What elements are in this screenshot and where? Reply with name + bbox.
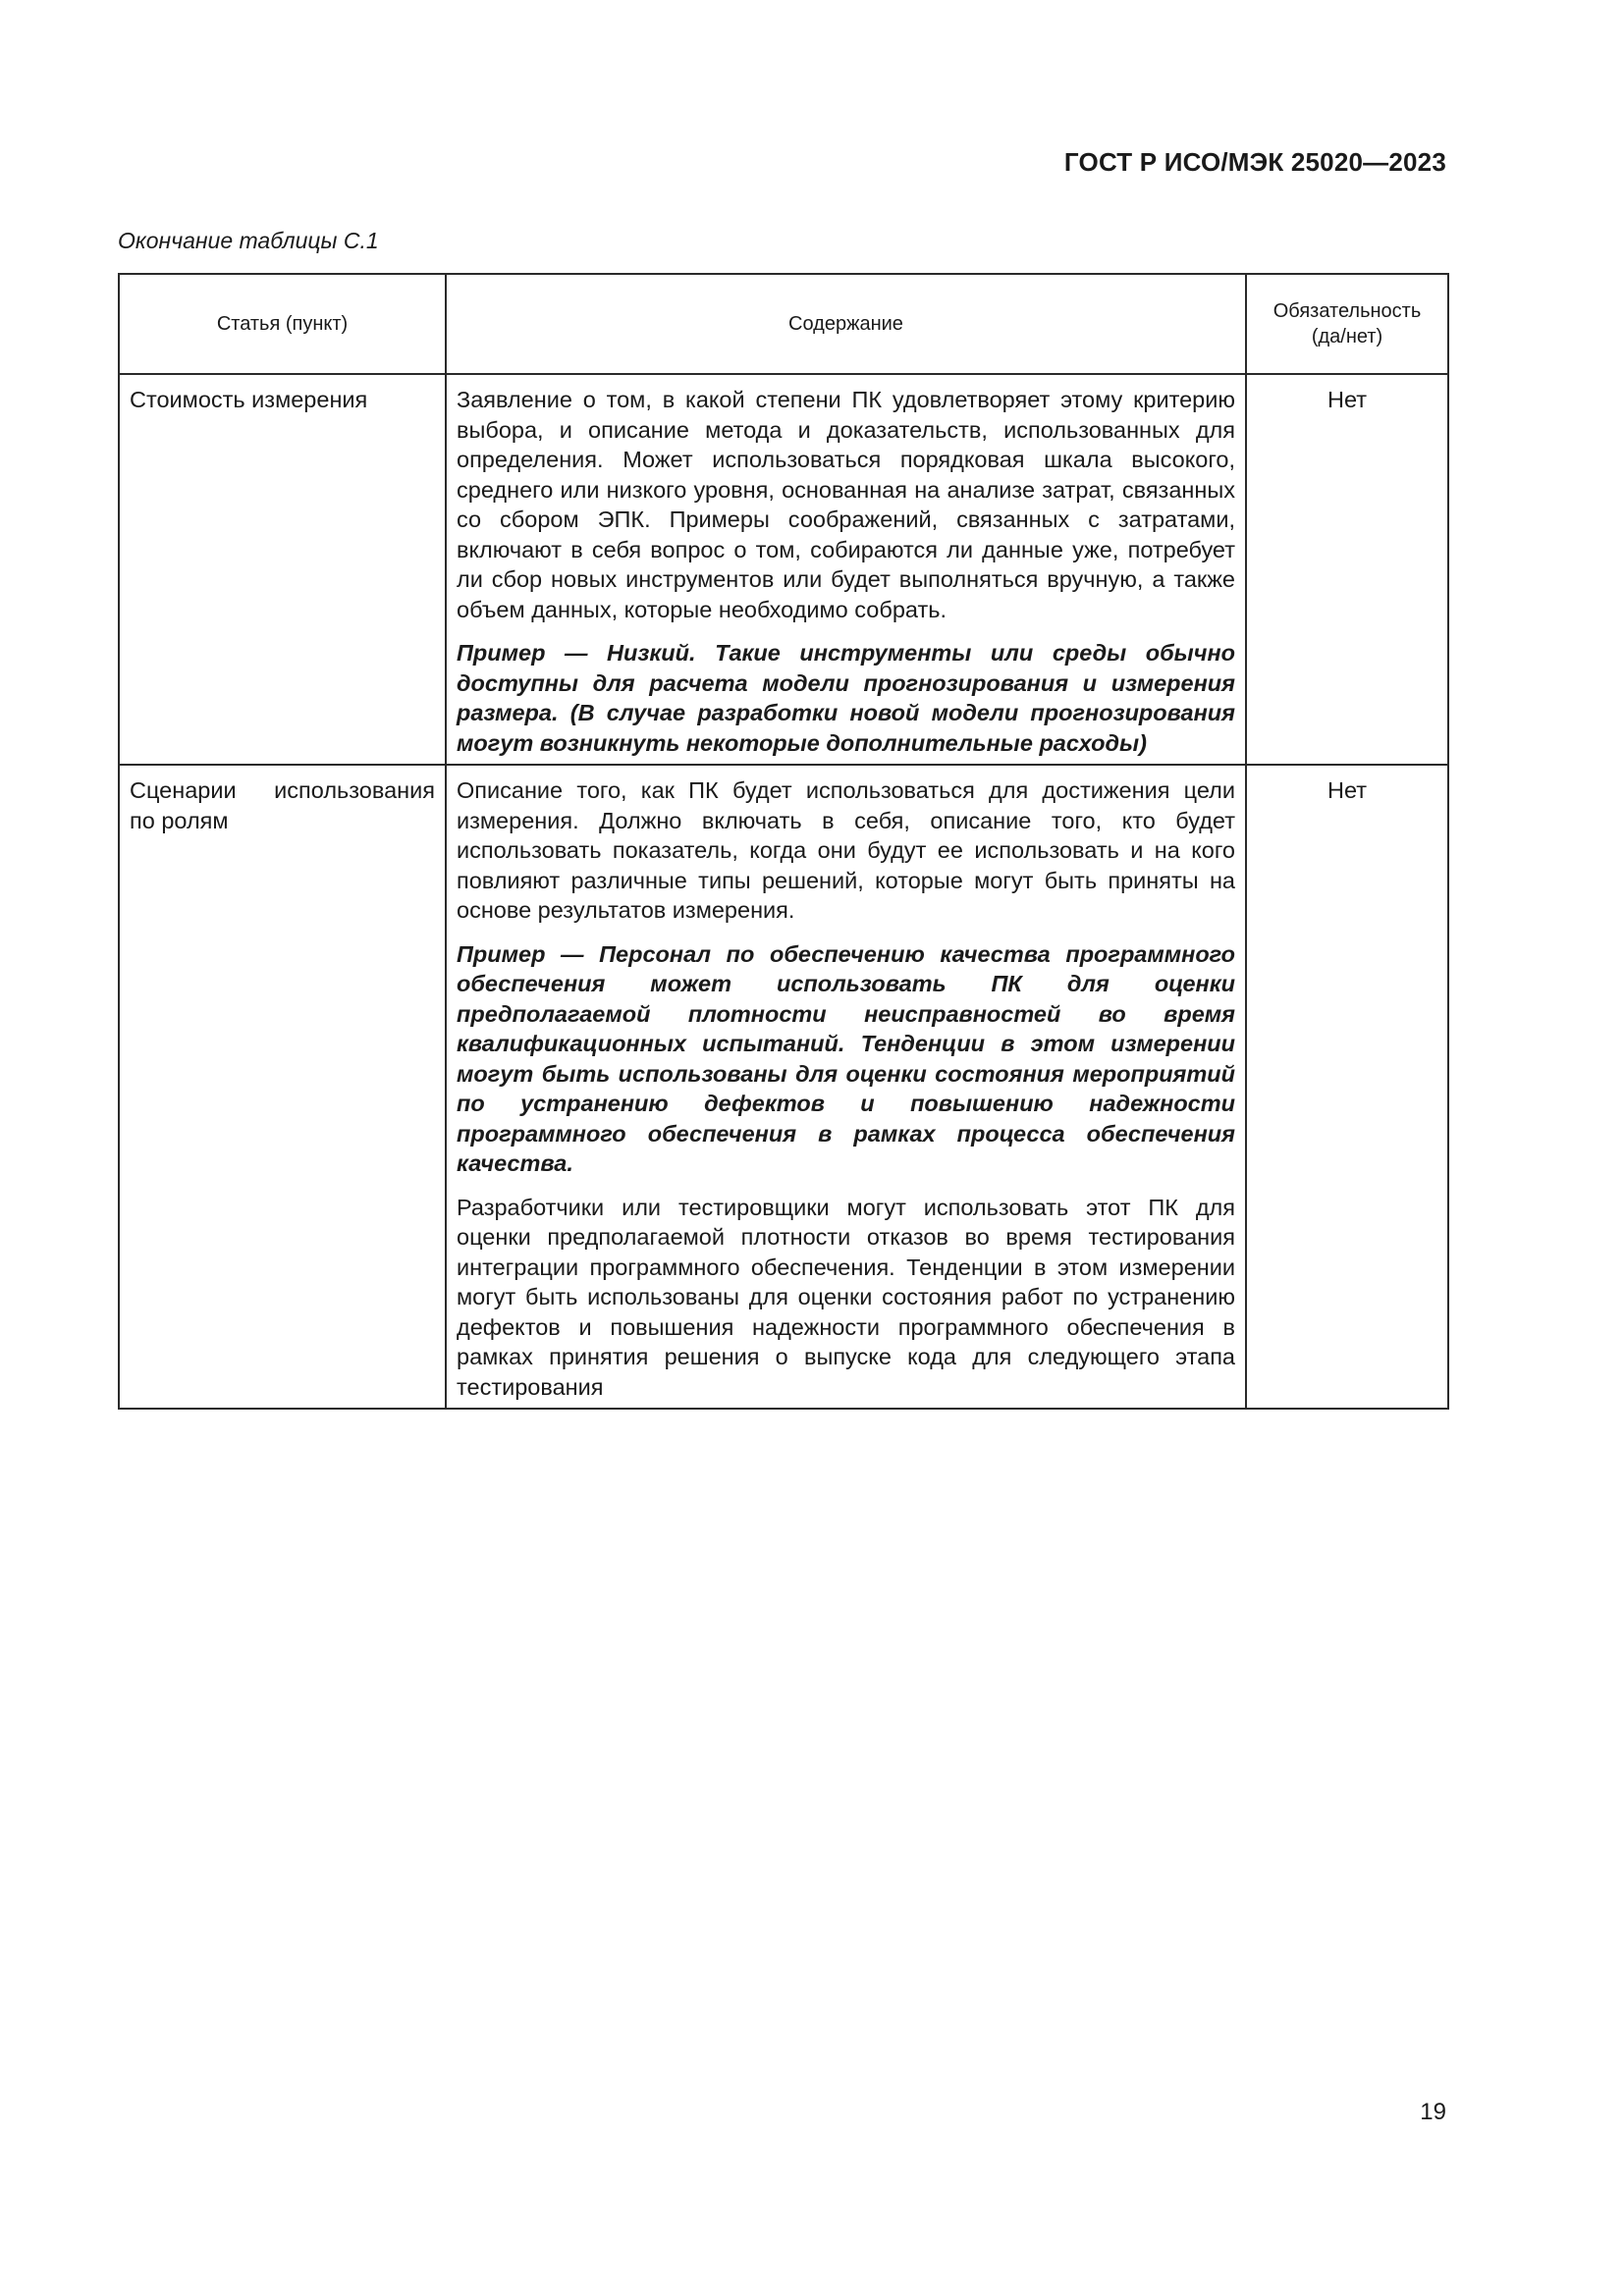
content-cell [446, 374, 1246, 765]
document-header: ГОСТ Р ИСО/МЭК 25020—2023 [1063, 147, 1446, 177]
article-cell: Стоимость измерения [119, 374, 446, 765]
column-header-article: Статья (пункт) [119, 274, 446, 374]
content-cell [446, 765, 1246, 1409]
content-paragraph: Описание того, как ПК будет использоваться для достижения цели измерения. Должно включать в себя, описание того, кто будет использовать показатель, когда они будут ее использовать и на кого повлияют различные типы решений, которые могут быть приняты на основе результатов измерения. [457, 777, 1235, 923]
requirements-table [118, 273, 1449, 1410]
article-cell: Сценарии использования по ролям [119, 765, 446, 1409]
table-row [119, 765, 1448, 1409]
page-number: 19 [1420, 2099, 1446, 2125]
requirements-table-container [118, 273, 1447, 1410]
required-cell: Нет [1246, 374, 1448, 765]
table-row [119, 374, 1448, 765]
required-cell: Нет [1246, 765, 1448, 1409]
column-header-required: Обязательность (да/нет) [1246, 274, 1448, 374]
table-caption: Окончание таблицы С.1 [118, 228, 379, 253]
example-paragraph: Пример — Персонал по обеспечению качества программного обеспечения может использовать ПК для оценки предполагаемой плотности неисправностей во время квалификационных испытаний. Тенденции в этом измерении могут быть использованы для оценки состояния мероприятий по устранению дефектов и повышению надежности программного обеспечения в рамках процесса обеспечения качества. [457, 940, 1235, 1176]
column-header-content: Содержание [446, 274, 1246, 374]
content-paragraph: Разработчики или тестировщики могут использовать этот ПК для оценки предполагаемой плотности отказов во время тестирования интеграции программного обеспечения. Тенденции в этом измерении могут быть использованы для оценки состояния работ по устранению дефектов и повышения надежности программного обеспечения в рамках принятия решения о выпуске кода для следующего этапа тестирования [457, 1194, 1235, 1400]
content-paragraph: Заявление о том, в какой степени ПК удовлетворяет этому критерию выбора, и описание метода и доказательств, использованных для определения. Может использоваться порядковая шкала высокого, среднего или низкого уровня, основанная на анализе затрат, связанных со сбором ЭПК. Примеры соображений, связанных с затратами, включают в себя вопрос о том, собираются ли данные уже, потребует ли сбор новых инструментов или будет выполняться вручную, а также объем данных, которые необходимо собрать. [457, 387, 1235, 622]
example-paragraph: Пример — Низкий. Такие инструменты или среды обычно доступны для расчета модели прогнозирования и измерения размера. (В случае разработки новой модели прогнозирования могут возникнуть некоторые дополнительные расходы) [457, 640, 1235, 756]
table-header-row [119, 274, 1448, 374]
